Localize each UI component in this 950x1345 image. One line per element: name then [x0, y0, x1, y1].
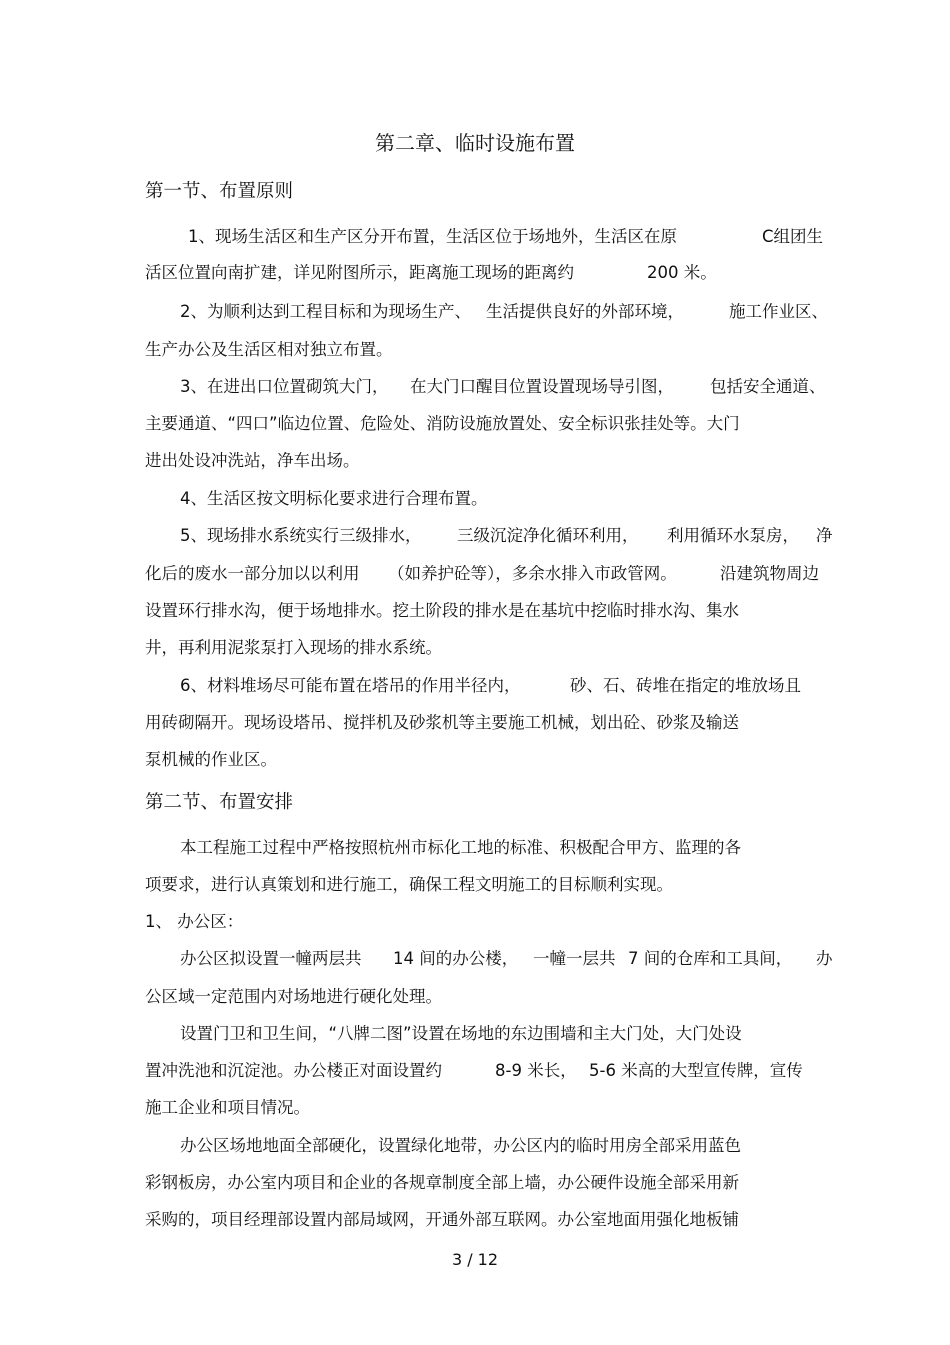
section-heading-2: 第二节、布置安排: [145, 792, 294, 813]
text-line: 公区域一定范围内对场地进行硬化处理。: [145, 987, 442, 1006]
text-line: 办公区拟设置一幢两层共: [180, 949, 362, 968]
chapter-title: 第二章、临时设施布置: [375, 131, 575, 155]
text-line: 7 间的仓库和工具间，: [628, 949, 793, 968]
text-line: 生活提供良好的外部环境，: [486, 302, 684, 321]
text-line: 净: [816, 526, 833, 545]
text-line: C组团生: [762, 227, 824, 246]
text-line: 生产办公及生活区相对独立布置。: [145, 340, 393, 359]
text-line: 14 间的办公楼，: [393, 949, 519, 968]
text-line: 200 米。: [647, 263, 717, 282]
text-line: 三级沉淀净化循环利用，: [457, 526, 639, 545]
text-line: 5-6 米高的大型宣传牌，宣传: [589, 1061, 803, 1080]
text-line: 用砖砌隔开。现场设塔吊、搅拌机及砂浆机等主要施工机械，划出砼、砂浆及输送: [145, 713, 739, 732]
text-line: 沿建筑物周边: [720, 564, 819, 583]
text-line: 5、现场排水系统实行三级排水，: [180, 526, 422, 545]
section-heading-1: 第一节、布置原则: [145, 181, 294, 202]
text-line: 置冲洗池和沉淀池。办公楼正对面设置约: [145, 1061, 442, 1080]
text-line: 本工程施工过程中严格按照杭州市标化工地的标准、积极配合甲方、监理的各: [180, 838, 741, 857]
text-line: 化后的废水一部分加以以利用: [145, 564, 360, 583]
text-line: 活区位置向南扩建，详见附图所示，距离施工现场的距离约: [145, 263, 574, 282]
text-line: 彩钢板房，办公室内项目和企业的各规章制度全部上墙，办公硬件设施全部采用新: [145, 1173, 739, 1192]
text-line: 办: [816, 949, 833, 968]
list-item-heading: 1、 办公区：: [145, 912, 244, 931]
text-line: 设置门卫和卫生间，“八牌二图”设置在场地的东边围墙和主大门处，大门处设: [180, 1024, 742, 1043]
text-line: 办公区场地地面全部硬化，设置绿化地带，办公区内的临时用房全部采用蓝色: [180, 1136, 741, 1155]
text-line: 3、在进出口位置砌筑大门，: [180, 377, 389, 396]
page-number: 3 / 12: [451, 1250, 499, 1269]
text-line: 1、现场生活区和生产区分开布置，生活区位于场地外，生活区在原: [188, 227, 677, 246]
text-line: 施工作业区、: [729, 302, 828, 321]
text-line: 施工企业和项目情况。: [145, 1098, 310, 1117]
text-line: 进出处设冲洗站，净车出场。: [145, 451, 360, 470]
text-line: 采购的，项目经理部设置内部局域网，开通外部互联网。办公室地面用强化地板铺: [145, 1210, 739, 1229]
text-line: 利用循环水泵房，: [667, 526, 799, 545]
text-line: 项要求，进行认真策划和进行施工，确保工程文明施工的目标顺利实现。: [145, 875, 673, 894]
text-line: 设置环行排水沟，便于场地排水。挖土阶段的排水是在基坑中挖临时排水沟、集水: [145, 601, 739, 620]
text-line: 井，再利用泥浆泵打入现场的排水系统。: [145, 638, 442, 657]
text-line: 4、生活区按文明标化要求进行合理布置。: [180, 489, 488, 508]
text-line: 2、为顺利达到工程目标和为现场生产、: [180, 302, 471, 321]
text-line: 在大门口醒目位置设置现场导引图，: [410, 377, 674, 396]
text-line: 砂、石、砖堆在指定的堆放场且: [570, 676, 801, 695]
text-line: 6、材料堆场尽可能布置在塔吊的作用半径内，: [180, 676, 521, 695]
text-line: 泵机械的作业区。: [145, 750, 277, 769]
text-line: 8-9 米长，: [495, 1061, 577, 1080]
text-line: 主要通道、“四口”临边位置、危险处、消防设施放置处、安全标识张挂处等。大门: [145, 414, 740, 433]
text-line: （如养护砼等），多余水排入市政管网。: [388, 564, 677, 583]
text-line: 一幢一层共: [533, 949, 616, 968]
text-line: 包括安全通道、: [710, 377, 826, 396]
